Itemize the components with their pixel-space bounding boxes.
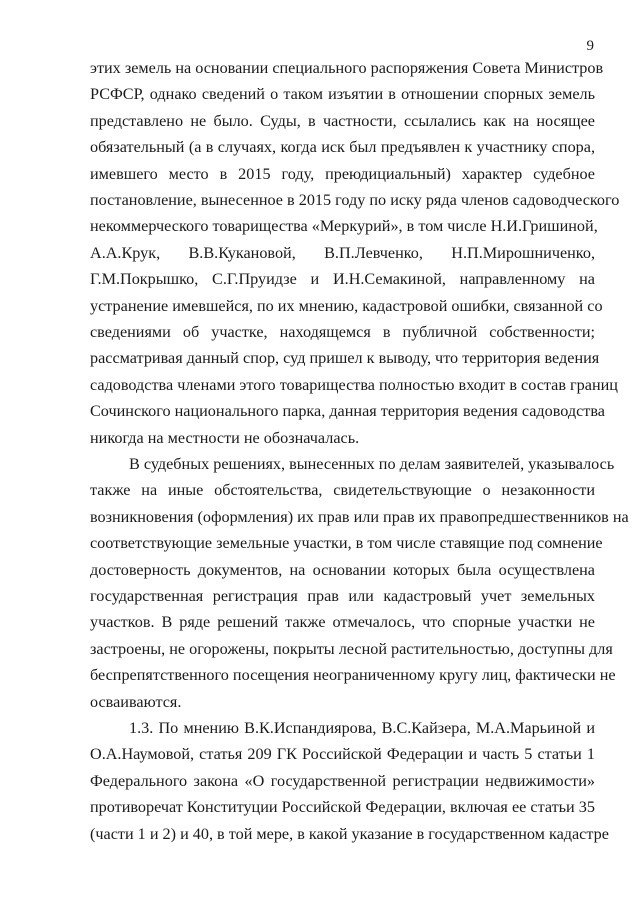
text-line: О.А.Наумовой, статья 209 ГК Российской Федерации и часть 5 статьи 1	[90, 745, 595, 764]
text-line: РСФСР, однако сведений о таком изъятии в отношении спорных земель	[90, 85, 595, 104]
text-line: также на иные обстоятельства, свидетельствующие о незаконности	[90, 481, 595, 500]
text-line: некоммерческого товарищества «Меркурий», в том числе Н.И.Гришиной,	[90, 217, 598, 236]
text-line: (части 1 и 2) и 40, в той мере, в какой указание в государственном кадастре	[90, 824, 609, 843]
text-line: государственная регистрация прав или кадастровый учет земельных	[90, 587, 595, 605]
text-line: Сочинского национального парка, данная территория ведения садоводства	[90, 402, 605, 421]
text-line: достоверность документов, на основании которых была осуществлена	[90, 560, 595, 579]
text-line: постановление, вынесенное в 2015 году по иску ряда членов садоводческого	[90, 191, 620, 209]
text-line: Г.М.Покрышко, С.Г.Пруидзе и И.Н.Семакиной, направленному на	[90, 270, 595, 289]
text-line: застроены, не огорожены, покрыты лесной растительностью, доступны для	[90, 639, 613, 658]
text-line: участков. В ряде решений также отмечалось, что спорные участки не	[90, 613, 595, 632]
text-line: А.А.Крук, В.В.Кукановой, В.П.Левченко, Н.П.Мирошниченко,	[90, 243, 595, 262]
text-line: 1.3. По мнению В.К.Испандиярова, В.С.Кайзера, М.А.Марьиной и	[129, 719, 595, 737]
text-line: рассматривая данный спор, суд пришел к выводу, что территория ведения	[90, 349, 600, 368]
text-line: В судебных решениях, вынесенных по делам заявителей, указывалось	[129, 455, 615, 473]
text-line: возникновения (оформления) их прав или прав их правопредшественников на	[90, 507, 629, 526]
page-number: 9	[586, 38, 594, 54]
text-line: имевшего место в 2015 году, преюдициальный) характер судебное	[90, 164, 595, 183]
text-line: сведениями об участке, находящемся в публичной собственности;	[90, 323, 595, 341]
text-line: беспрепятственного посещения неограниченному кругу лиц, фактически не	[90, 666, 616, 685]
text-line: садоводства членами этого товарищества полностью входит в состав границ	[90, 375, 618, 394]
text-line: обязательный (а в случаях, когда иск был предъявлен к участнику спора,	[90, 138, 595, 157]
text-line: устранение имевшейся, по их мнению, кадастровой ошибки, связанной со	[90, 296, 603, 315]
text-line: этих земель на основании специального распоряжения Совета Министров	[90, 59, 604, 77]
text-line: противоречат Конституции Российской Федерации, включая ее статьи 35	[90, 798, 595, 817]
text-line: представлено не было. Суды, в частности, ссылались как на носящее	[90, 111, 595, 130]
text-line: осваиваются.	[90, 692, 182, 711]
text-line: соответствующие земельные участки, в том числе ставящие под сомнение	[90, 534, 603, 553]
text-line: Федерального закона «О государственной регистрации недвижимости»	[90, 771, 595, 790]
text-line: никогда на местности не обозначалась.	[90, 428, 360, 447]
